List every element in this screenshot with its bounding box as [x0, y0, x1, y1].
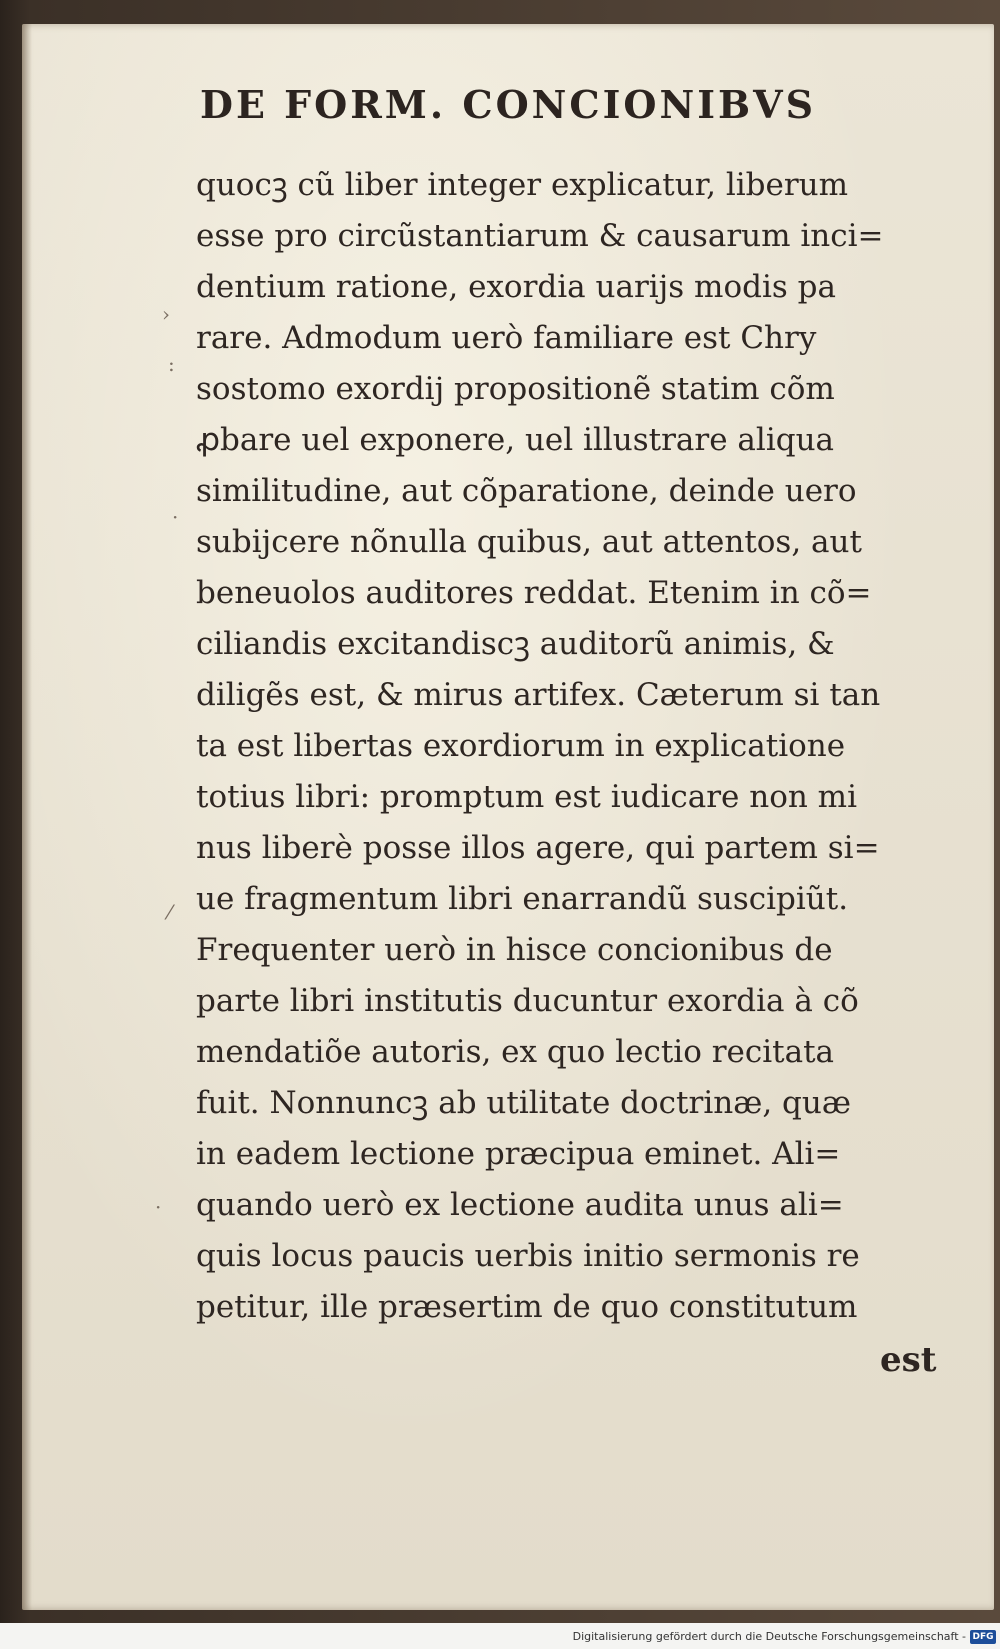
text-line: Frequenter uerò in hisce concionibus de	[196, 932, 833, 968]
margin-mark: ·	[155, 1195, 162, 1219]
funding-credit: Digitalisierung gefördert durch die Deutsche Forschungsgemeinschaft -	[572, 1630, 966, 1643]
dfg-logo-icon: DFG	[970, 1630, 996, 1644]
text-line: esse pro circũstantiarum & causarum inci=	[196, 218, 884, 254]
margin-mark: ›	[162, 302, 170, 326]
text-line: in eadem lectione præcipua eminet. Ali=	[196, 1136, 841, 1172]
text-line: ta est libertas exordiorum in explicatione	[196, 728, 846, 764]
text-line: ue fragmentum libri enarrandũ suscipiũt.	[196, 881, 849, 917]
text-line: sostomo exordij propositionẽ statim cõm	[196, 371, 835, 407]
text-line: quis locus paucis uerbis initio sermonis re	[196, 1238, 860, 1274]
text-line: fuit. Nonnuncꝫ ab utilitate doctrinæ, quæ	[196, 1085, 851, 1121]
margin-mark: ·	[172, 505, 179, 529]
margin-mark: ⁄	[168, 900, 172, 924]
text-line: parte libri institutis ducuntur exordia à cõ	[196, 983, 859, 1019]
text-line: mendatiõe autoris, ex quo lectio recitata	[196, 1034, 835, 1070]
catchword: est	[880, 1340, 937, 1380]
page-body-text	[196, 160, 956, 1333]
text-line: nus liberè posse illos agere, qui partem si=	[196, 830, 880, 866]
text-line: totius libri: promptum est iudicare non mi	[196, 779, 857, 815]
text-line: quando uerò ex lectione audita unus ali=	[196, 1187, 844, 1223]
footer-bar	[0, 1623, 1000, 1649]
text-line: petitur, ille præsertim de quo constitutum	[196, 1289, 858, 1325]
text-line: dentium ratione, exordia uarijs modis pa	[196, 269, 836, 305]
text-line: quocꝫ cũ liber integer explicatur, liberum	[196, 167, 849, 203]
text-line: ciliandis excitandiscꝫ auditorũ animis, &	[196, 626, 835, 662]
text-line: beneuolos auditores reddat. Etenim in cõ=	[196, 575, 872, 611]
margin-mark: :	[168, 352, 175, 376]
text-line: rare. Admodum uerò familiare est Chry	[196, 320, 817, 356]
page-gutter-shadow	[22, 24, 32, 1610]
text-line: ꝓbare uel exponere, uel illustrare aliqua	[196, 422, 835, 458]
text-line: subijcere nõnulla quibus, aut attentos, aut	[196, 524, 862, 560]
running-head: DE FORM. CONCIONIBVS	[200, 82, 817, 127]
text-line: diligẽs est, & mirus artifex. Cæterum si tan	[196, 677, 881, 713]
text-line: similitudine, aut cõparatione, deinde uero	[196, 473, 857, 509]
